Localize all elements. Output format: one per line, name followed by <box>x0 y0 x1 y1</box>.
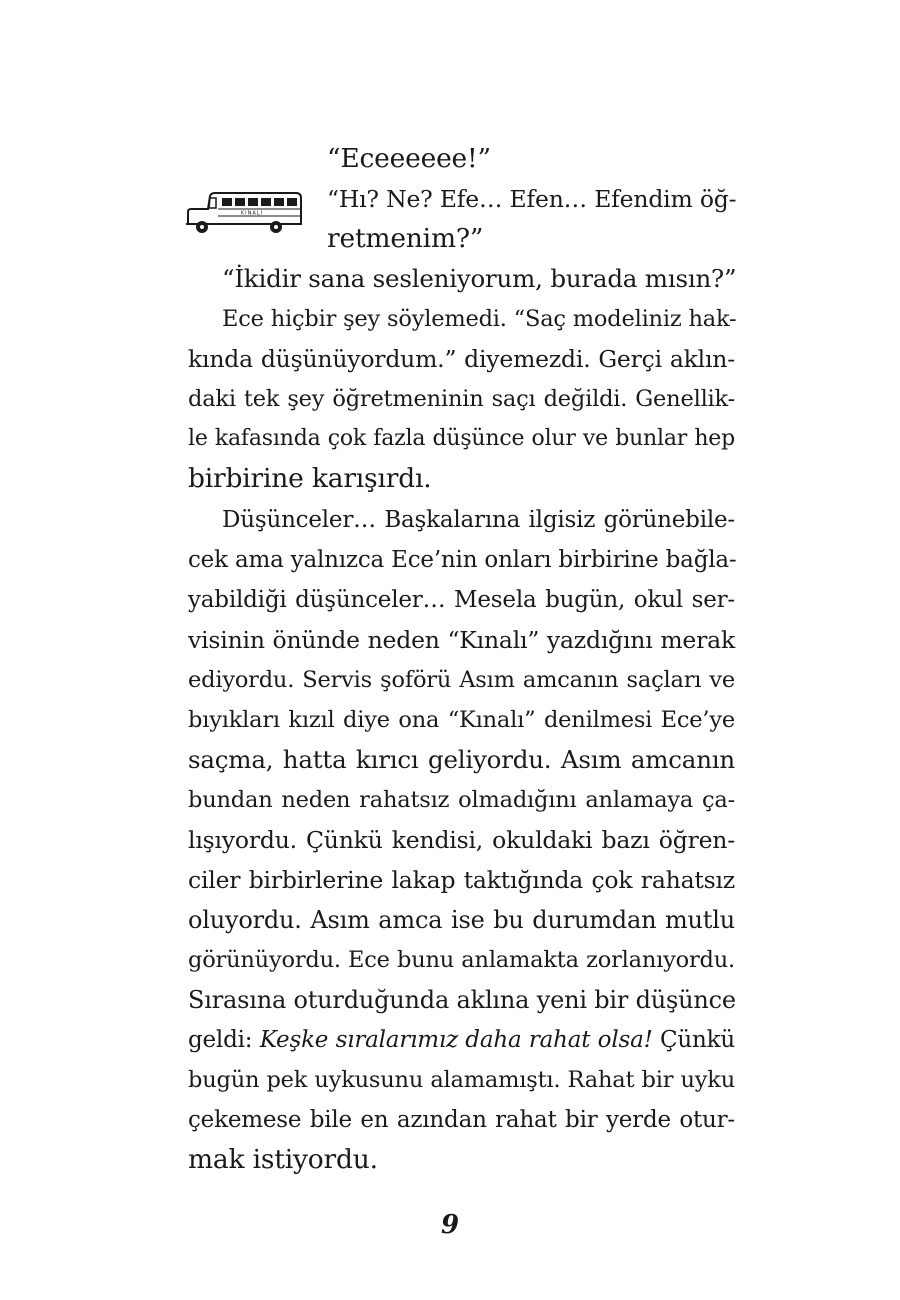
school-bus-icon <box>186 190 304 236</box>
text-line: saçma, hatta kırıcı geliyordu. Asım amcanın <box>188 745 735 774</box>
text-line: daki tek şey öğretmeninin saçı değildi. Genellik- <box>188 386 735 412</box>
text-line: kında düşünüyordum.” diyemezdi. Gerçi aklın- <box>188 345 735 373</box>
text-line: cek ama yalnızca Ece’nin onları birbirine bağla- <box>188 547 737 573</box>
text-line: bundan neden rahatsız olmadığını anlamaya ça- <box>188 787 735 813</box>
text-line: ediyordu. Servis şoförü Asım amcanın saçları ve <box>188 667 735 693</box>
text-line: birbirine karışırdı. <box>188 463 432 494</box>
text-line: lışıyordu. Çünkü kendisi, okuldaki bazı öğren- <box>188 826 735 854</box>
text-line-mixed <box>188 1020 735 1060</box>
bus-label: KINALI <box>240 210 264 217</box>
text-line: oluyordu. Asım amca ise bu durumdan mutlu <box>188 906 735 934</box>
text-line: bıyıkları kızıl diye ona “Kınalı” denilmesi Ece’ye <box>188 707 735 733</box>
text-line: Ece hiçbir şey söylemedi. “Saç modeliniz hak- <box>222 306 737 332</box>
text-line: Sırasına oturduğunda aklına yeni bir düşünce <box>188 986 736 1014</box>
text-line: yabildiği düşünceler… Mesela bugün, okul ser- <box>188 587 735 613</box>
text-line: le kafasında çok fazla düşünce olur ve bunlar hep <box>188 426 735 451</box>
text-line: ciler birbirlerine lakap taktığında çok rahatsız <box>188 866 735 894</box>
text-line: çekemese bile en azından rahat bir yerde otur- <box>188 1107 735 1133</box>
text-line: “Hı? Ne? Efe… Efen… Efendim öğ- <box>327 185 737 213</box>
text-line: Düşünceler… Başkalarına ilgisiz görünebile- <box>222 507 735 533</box>
text-span: geldi: <box>188 1027 260 1053</box>
text-line: mak istiyordu. <box>188 1144 378 1175</box>
text-line: retmenim?” <box>327 223 484 254</box>
text-span: Çünkü <box>652 1027 735 1053</box>
text-line: visinin önünde neden “Kınalı” yazdığını merak <box>188 626 735 654</box>
page-number: 9 <box>440 1210 460 1240</box>
text-line: “Eceeeeee!” <box>327 143 491 174</box>
text-line: görünüyordu. Ece bunu anlamakta zorlanıyordu. <box>188 947 735 973</box>
text-line: “İkidir sana sesleniyorum, burada mısın?” <box>222 264 737 293</box>
italic-thought: Keşke sıralarımız daha rahat olsa! <box>259 1027 653 1053</box>
text-line: bugün pek uykusunu alamamıştı. Rahat bir uyku <box>188 1067 735 1093</box>
